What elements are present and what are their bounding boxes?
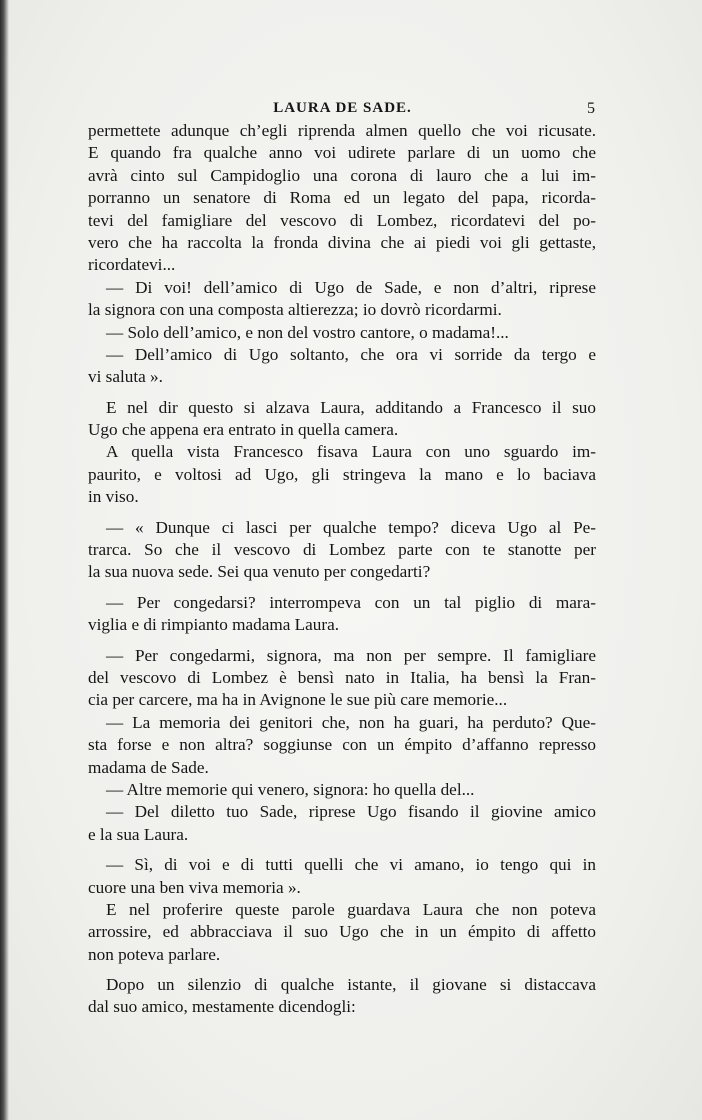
text-line: dal suo amico, mestamente dicendogli: <box>88 997 356 1017</box>
text-line: cia per carcere, ma ha in Avignone le sue più care memorie... <box>88 690 508 710</box>
text-line: E quando fra qualche anno voi udirete parlare di un uomo che <box>88 143 596 163</box>
text-line: — Di voi! dell’amico di Ugo de Sade, e non d’altri, riprese <box>106 277 596 297</box>
text-line: — Altre memorie qui venero, signora: ho quella del... <box>106 779 475 799</box>
text-line: porranno un senatore di Roma ed un legato del papa, ricorda- <box>88 188 596 208</box>
text-line: — Per congedarsi? interrompeva con un tal piglio di mara- <box>106 592 596 612</box>
body-text <box>88 120 596 1019</box>
text-line: Ugo che appena era entrato in quella camera. <box>88 420 399 440</box>
text-line: ricordatevi... <box>88 255 176 275</box>
page-binding-edge <box>0 0 9 1120</box>
text-line: la sua nuova sede. Sei qua venuto per congedarti? <box>88 562 431 582</box>
paragraph-gap <box>88 637 596 645</box>
text-line: tevi del famigliare del vescovo di Lombez, ricordatevi del po- <box>88 210 596 230</box>
text-line: vero che ha raccolta la fronda divina che ai piedi voi gli gettaste, <box>88 232 596 252</box>
page-header <box>90 100 595 122</box>
text-line: permettete adunque ch’egli riprenda almen quello che voi ricusate. <box>88 121 596 140</box>
paragraph-gap <box>88 584 596 592</box>
text-line: la signora con una composta altierezza; io dovrò ricordarmi. <box>88 300 502 320</box>
text-line: — Solo dell’amico, e non del vostro cantore, o madama!... <box>106 322 509 342</box>
text-line: e la sua Laura. <box>88 824 189 844</box>
text-line: non poteva parlare. <box>88 944 221 964</box>
paragraph-gap <box>88 509 596 517</box>
text-line: viglia e di rimpianto madama Laura. <box>88 615 340 635</box>
page-number: 5 <box>587 100 595 117</box>
text-line: — Sì, di voi e di tutti quelli che vi amano, io tengo qui in <box>106 855 596 875</box>
text-line: arrossire, ed abbracciava il suo Ugo che in un émpito di affetto <box>88 922 596 942</box>
text-line: avrà cinto sul Campidoglio una corona di lauro che a lui im- <box>88 165 596 185</box>
text-line: Dopo un silenzio di qualche istante, il giovane si distaccava <box>106 975 596 995</box>
text-line: madama de Sade. <box>88 757 209 777</box>
text-line: E nel dir questo si alzava Laura, additando a Francesco il suo <box>106 397 596 417</box>
paragraph-gap <box>88 966 596 974</box>
text-line: E nel proferire queste parole guardava Laura che non poteva <box>106 899 596 919</box>
text-line: — Del diletto tuo Sade, riprese Ugo fisando il giovine amico <box>106 802 596 822</box>
text-line: del vescovo di Lombez è bensì nato in Italia, ha bensì la Fran- <box>88 667 596 687</box>
text-line: A quella vista Francesco fisava Laura con uno sguardo im- <box>106 442 596 462</box>
text-line: trarca. So che il vescovo di Lombez parte con te stanotte per <box>88 540 596 560</box>
text-line: — Dell’amico di Ugo soltanto, che ora vi sorride da tergo e <box>106 344 596 364</box>
text-line: paurito, e voltosi ad Ugo, gli stringeva la mano e lo baciava <box>88 464 596 484</box>
text-line: cuore una ben viva memoria ». <box>88 877 301 897</box>
text-line: in viso. <box>88 487 139 507</box>
text-line: sta forse e non altra? soggiunse con un émpito d’affanno represso <box>88 735 596 755</box>
text-line: — La memoria dei genitori che, non ha guari, ha perduto? Que- <box>106 712 596 732</box>
running-title: LAURA DE SADE. <box>273 100 412 116</box>
text-line: — « Dunque ci lasci per qualche tempo? diceva Ugo al Pe- <box>106 517 596 537</box>
text-line: vi saluta ». <box>88 367 163 387</box>
paragraph-gap <box>88 846 596 854</box>
text-line: — Per congedarmi, signora, ma non per sempre. Il famigliare <box>106 645 596 665</box>
paragraph-gap <box>88 389 596 397</box>
